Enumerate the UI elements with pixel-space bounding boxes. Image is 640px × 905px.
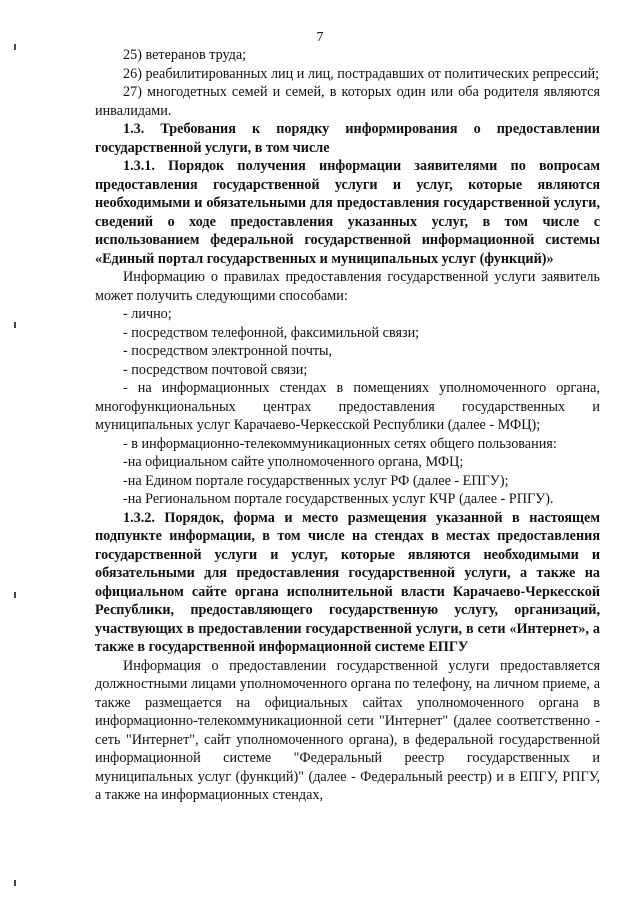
final-paragraph: Информация о предоставлении государственной услуги предоставляется должностными лицами уполномоченного органа по телефону, на личном приеме, а также размещается на официальных сайтах уполномоченного органа в информационно-телекоммуникационной сети "Интернет" (далее соответственно - сеть "Интернет", сайт уполномоченного органа), в федеральной государственной информационной системе "Федеральный реестр государственных и муниципальных услуг (функций)" (далее - Федеральный реестр) и в ЕПГУ, РПГУ, а также на информационных стендах, xyxy=(95,657,600,803)
scan-mark xyxy=(14,44,16,50)
method-item: - посредством телефонной, факсимильной связи; xyxy=(123,324,420,341)
document-body xyxy=(95,46,600,805)
page-number: 7 xyxy=(316,30,324,45)
section-heading-1-3-2: 1.3.2. Порядок, форма и место размещения указанной в настоящем подпункте информации, в том числе на стендах в местах предоставления государственной услуги и услуг, которые являются необходимыми и обязательными для предоставления государственной услуги, а также на официальном сайте органа исполнительной власти Карачаево-Черкесской Республики, предоставляющего государственную услугу, организаций, участвующих в предоставлении государственной услуги, в сети «Интернет», а также в государственной информационной системе ЕПГУ xyxy=(95,509,600,655)
scan-mark xyxy=(14,322,16,328)
scan-mark xyxy=(14,592,16,598)
section-heading-1-3: 1.3. Требования к порядку информирования о предоставлении государственной услуги, в том числе xyxy=(95,121,600,156)
section-heading-1-3-1: 1.3.1. Порядок получения информации заявителями по вопросам предоставления государственной услуги и услуг, которые являются необходимыми и обязательными для предоставления государственной услуги, сведений о ходе предоставления указанных услуг, в том числе с использованием федеральной государственной информационной системы «Единый портал государственных и муниципальных услуг (функций)» xyxy=(95,158,600,267)
method-item: - посредством электронной почты, xyxy=(123,343,333,359)
method-item: -на Едином портале государственных услуг РФ (далее - ЕПГУ); xyxy=(123,472,509,489)
scan-mark xyxy=(14,880,16,886)
method-item: - в информационно-телекоммуникационных сетях общего пользования: xyxy=(123,435,557,452)
method-item: - лично; xyxy=(123,306,172,322)
intro-paragraph: Информацию о правилах предоставления государственной услуги заявитель может получить следующими способами: xyxy=(95,269,600,304)
list-item: 27) многодетных семей и семей, в которых один или оба родителя являются инвалидами. xyxy=(95,84,600,119)
method-item: -на Региональном портале государственных услуг КЧР (далее - РПГУ). xyxy=(123,491,554,507)
method-item: - посредством почтовой связи; xyxy=(123,361,308,378)
list-item: 25) ветеранов труда; xyxy=(123,47,247,63)
list-item: 26) реабилитированных лиц и лиц, пострадавших от политических репрессий; xyxy=(123,65,600,82)
method-item: -на официальном сайте уполномоченного органа, МФЦ; xyxy=(123,454,464,470)
method-item: - на информационных стендах в помещениях уполномоченного органа, многофункциональных центрах предоставления государственных и муниципальных услуг Карачаево-Черкесской Республики (далее - МФЦ); xyxy=(95,380,600,433)
